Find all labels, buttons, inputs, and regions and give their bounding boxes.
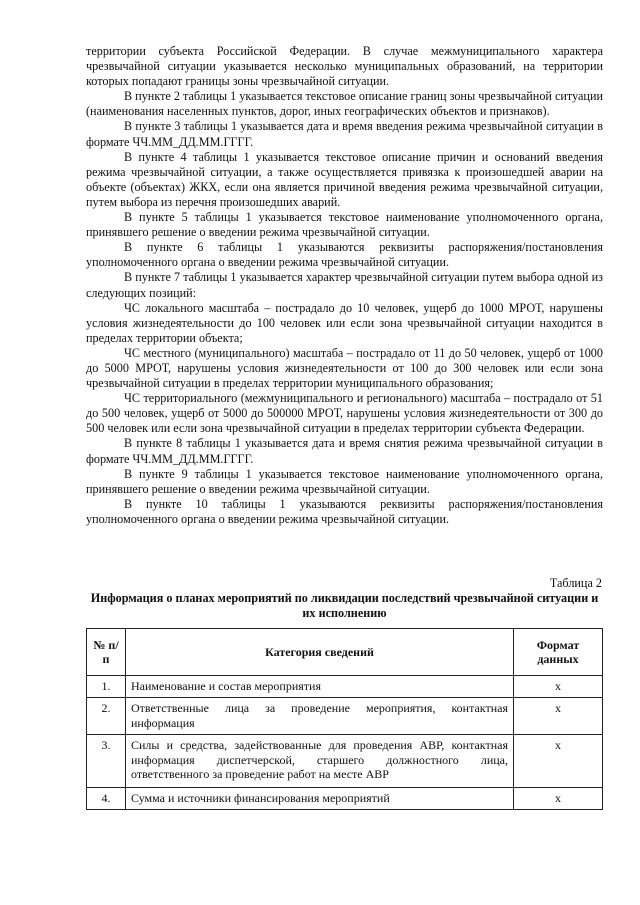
row-num: 4. (87, 788, 126, 810)
paragraph: В пункте 4 таблицы 1 указывается текстовое описание причин и оснований введения режима чрезвычайной ситуации, а также осуществляется привязка к произошедшей аварии на объекте (объектах) ЖКХ, если она является причиной введения режима чрезвычайной ситуации, путем выбора из перечня произошедших аварий. (86, 149, 603, 209)
document-body (86, 44, 603, 527)
info-table (86, 628, 603, 810)
header-category: Категория сведений (126, 629, 514, 676)
paragraph: ЧС территориального (межмуниципального и регионального) масштаба – пострадало от 51 до 500 человек, ущерб от 5000 до 500000 МРОТ, нарушены условия жизнедеятельности от 300 до 500 человек или если зона чрезвычайной ситуации в пределах территории субъекта Федерации. (86, 391, 603, 436)
row-num: 3. (87, 735, 126, 788)
table-title: Информация о планах мероприятий по ликвидации последствий чрезвычайной ситуации и их исполнению (90, 591, 599, 620)
paragraph: ЧС локального масштаба – пострадало до 10 человек, ущерб до 1000 МРОТ, нарушены условия жизнедеятельности до 100 человек или если зона чрезвычайной ситуации находится в пределах территории объекта; (86, 300, 603, 345)
row-category: Силы и средства, задействованные для проведения АВР, контактная информация диспетчерской, старшего должностного лица, ответственного за проведение работ на месте АВР (126, 735, 514, 788)
row-format: х (514, 698, 603, 735)
row-category: Ответственные лица за проведение мероприятия, контактная информация (126, 698, 514, 735)
row-num: 2. (87, 698, 126, 735)
row-category: Наименование и состав мероприятия (126, 676, 514, 698)
paragraph: В пункте 9 таблицы 1 указывается текстовое наименование уполномоченного органа, принявшего решение о введении режима чрезвычайной ситуации. (86, 466, 603, 496)
paragraph: В пункте 6 таблицы 1 указываются реквизиты распоряжения/постановления уполномоченного органа о введении режима чрезвычайной ситуации. (86, 240, 603, 270)
row-format: х (514, 788, 603, 810)
paragraph: В пункте 10 таблицы 1 указываются реквизиты распоряжения/постановления уполномоченного органа о введении режима чрезвычайной ситуации. (86, 496, 603, 526)
row-category: Сумма и источники финансирования мероприятий (126, 788, 514, 810)
paragraph: В пункте 2 таблицы 1 указывается текстовое описание границ зоны чрезвычайной ситуации (наименования населенных пунктов, дорог, иных географических объектов и признаков). (86, 89, 603, 119)
header-format: Формат данных (514, 629, 603, 676)
paragraph: В пункте 5 таблицы 1 указывается текстовое наименование уполномоченного органа, принявшего решение о введении режима чрезвычайной ситуации. (86, 210, 603, 240)
table-row (87, 788, 603, 810)
table-header-row (87, 629, 603, 676)
paragraph: В пункте 8 таблицы 1 указывается дата и время снятия режима чрезвычайной ситуации в формате ЧЧ.ММ_ДД.ММ.ГГГГ. (86, 436, 603, 466)
row-format: х (514, 735, 603, 788)
table-row (87, 735, 603, 788)
paragraph: ЧС местного (муниципального) масштаба – пострадало от 11 до 50 человек, ущерб от 1000 до 5000 МРОТ, нарушены условия жизнедеятельности от 100 до 300 человек или если зона чрезвычайной ситуации в пределах территории муниципального образования; (86, 345, 603, 391)
paragraph: территории субъекта Российской Федерации. В случае межмуниципального характера чрезвычайной ситуации указывается несколько муниципальных образований, на территории которых попадают границы зоны чрезвычайной ситуации. (86, 44, 603, 89)
paragraph: В пункте 3 таблицы 1 указывается дата и время введения режима чрезвычайной ситуации в формате ЧЧ.ММ_ДД.ММ.ГГГГ. (86, 119, 603, 149)
row-format: х (514, 676, 603, 698)
row-num: 1. (87, 676, 126, 698)
header-num: № п/п (87, 629, 126, 676)
table-row (87, 698, 603, 735)
paragraph: В пункте 7 таблицы 1 указывается характер чрезвычайной ситуации путем выбора одной из следующих позиций: (86, 270, 603, 300)
table-caption: Таблица 2 (549, 576, 602, 590)
table-row (87, 676, 603, 698)
